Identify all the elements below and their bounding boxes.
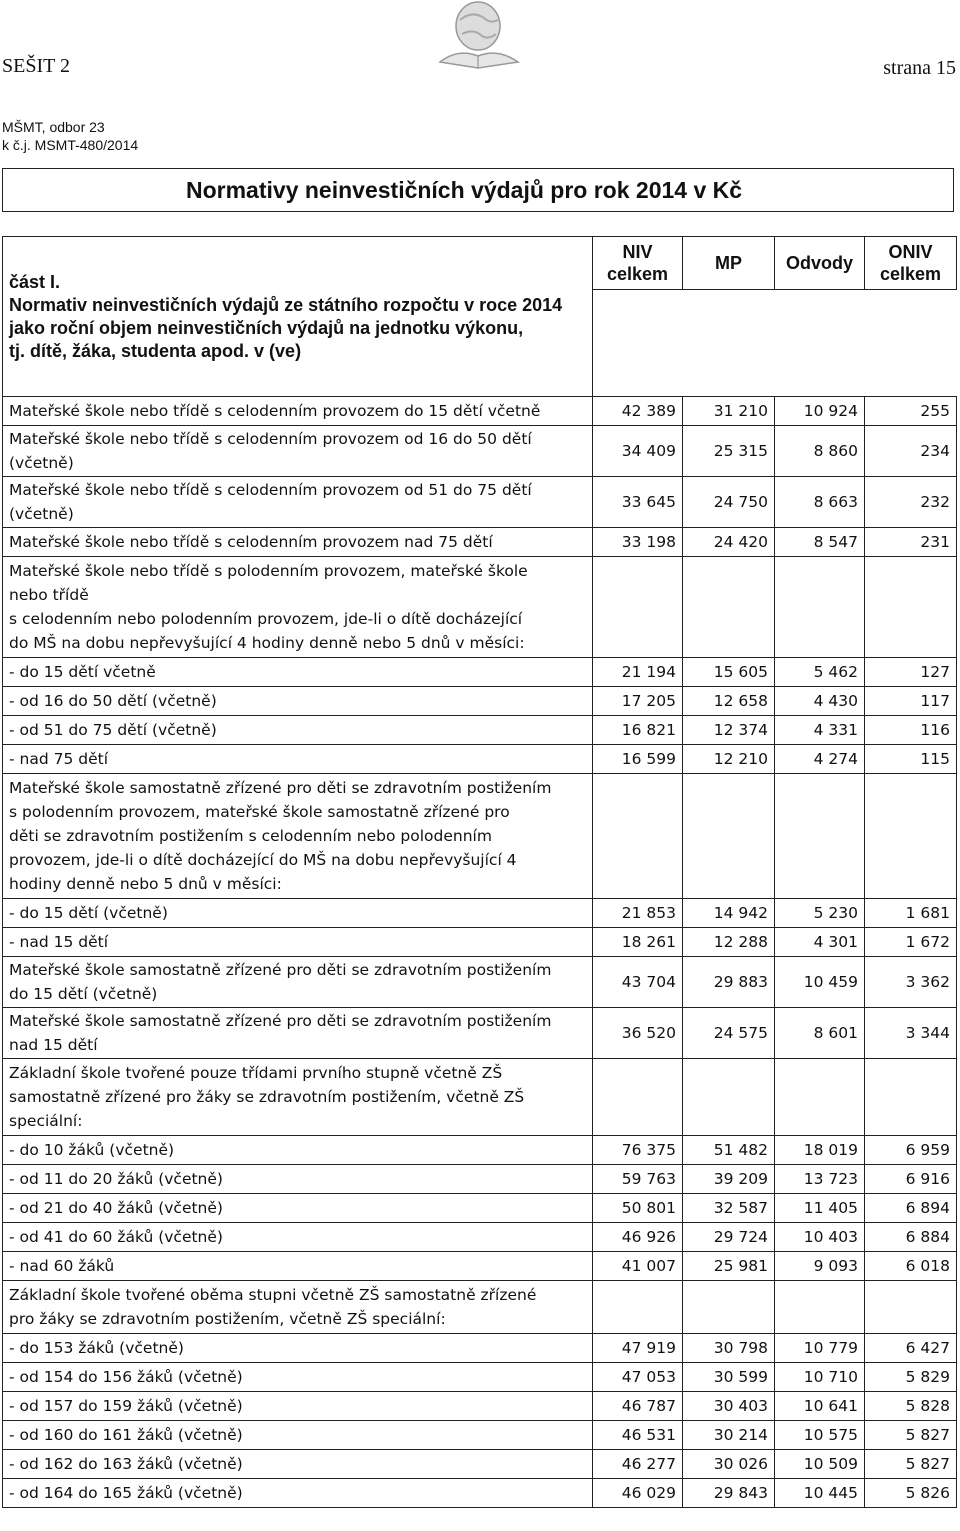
table-row xyxy=(3,1223,957,1252)
part-line-1: Normativ neinvestičních výdajů ze státního rozpočtu v roce 2014 xyxy=(9,294,563,315)
niv-value: 59 763 xyxy=(593,1165,683,1194)
oniv-value: 5 826 xyxy=(865,1479,957,1508)
oniv-value: 5 827 xyxy=(865,1421,957,1450)
row-label: - od 162 do 163 žáků (včetně) xyxy=(3,1450,593,1479)
oniv-value: 6 018 xyxy=(865,1252,957,1281)
odvody-value: 10 710 xyxy=(775,1363,865,1392)
table-row xyxy=(3,1450,957,1479)
mp-value: 30 403 xyxy=(683,1392,775,1421)
row-label: Mateřské škole nebo třídě s celodenním provozem od 16 do 50 dětí (včetně) xyxy=(3,426,593,477)
niv-value: 42 389 xyxy=(593,397,683,426)
document-title: Normativy neinvestičních výdajů pro rok 2014 v Kč xyxy=(2,168,954,212)
table-row xyxy=(3,658,957,687)
mp-value: 24 575 xyxy=(683,1008,775,1059)
niv-value: 33 198 xyxy=(593,528,683,557)
row-label: - do 15 dětí (včetně) xyxy=(3,899,593,928)
mp-value xyxy=(683,1281,775,1334)
row-label: Základní škole tvořené oběma stupni včetně ZŠ samostatně zřízené pro žáky se zdravotním postižením, včetně ZŠ speciální: xyxy=(3,1281,593,1334)
oniv-value xyxy=(865,774,957,899)
col-header-oniv xyxy=(865,237,957,290)
oniv-value: 232 xyxy=(865,477,957,528)
mp-value: 30 798 xyxy=(683,1334,775,1363)
odvody-value: 13 723 xyxy=(775,1165,865,1194)
mp-value: 30 026 xyxy=(683,1450,775,1479)
mp-value: 30 599 xyxy=(683,1363,775,1392)
mp-value: 25 315 xyxy=(683,426,775,477)
mp-value: 30 214 xyxy=(683,1421,775,1450)
row-label: - nad 75 dětí xyxy=(3,745,593,774)
niv-value xyxy=(593,774,683,899)
table-row xyxy=(3,557,957,658)
odvody-value: 10 575 xyxy=(775,1421,865,1450)
oniv-value xyxy=(865,1281,957,1334)
row-label: - od 157 do 159 žáků (včetně) xyxy=(3,1392,593,1421)
niv-value: 16 599 xyxy=(593,745,683,774)
row-label: Mateřské škole samostatně zřízené pro děti se zdravotním postižením s polodenním provozem, mateřské škole samostatně zřízené pro děti se zdravotním postižením s celodenním nebo polodenním provozem, jde-li o dítě docházející do MŠ na dobu nepřevyšující 4 hodiny denně nebo 5 dnů v měsíci: xyxy=(3,774,593,899)
mp-value: 39 209 xyxy=(683,1165,775,1194)
odvody-value xyxy=(775,1059,865,1136)
oniv-value: 115 xyxy=(865,745,957,774)
row-label: - nad 15 dětí xyxy=(3,928,593,957)
row-label: Mateřské škole samostatně zřízené pro děti se zdravotním postižením nad 15 dětí xyxy=(3,1008,593,1059)
table-row xyxy=(3,1252,957,1281)
oniv-value: 1 672 xyxy=(865,928,957,957)
row-label: - od 154 do 156 žáků (včetně) xyxy=(3,1363,593,1392)
table-row xyxy=(3,957,957,1008)
col-header-oniv-line-1: ONIV xyxy=(888,242,933,262)
niv-value: 47 919 xyxy=(593,1334,683,1363)
table-row xyxy=(3,1059,957,1136)
header-spacer-cell xyxy=(593,290,957,397)
workbook-label: SEŠIT 2 xyxy=(2,55,70,77)
table-row xyxy=(3,1363,957,1392)
oniv-value: 3 362 xyxy=(865,957,957,1008)
oniv-value: 3 344 xyxy=(865,1008,957,1059)
oniv-value: 116 xyxy=(865,716,957,745)
mp-value: 25 981 xyxy=(683,1252,775,1281)
col-header-mp: MP xyxy=(683,237,775,290)
part-heading-cell xyxy=(3,237,593,397)
odvody-value: 10 779 xyxy=(775,1334,865,1363)
oniv-value: 6 959 xyxy=(865,1136,957,1165)
niv-value: 50 801 xyxy=(593,1194,683,1223)
odvody-value: 9 093 xyxy=(775,1252,865,1281)
table-row xyxy=(3,774,957,899)
mp-value: 24 750 xyxy=(683,477,775,528)
table-row xyxy=(3,928,957,957)
odvody-value: 8 663 xyxy=(775,477,865,528)
table-row xyxy=(3,397,957,426)
page-number: strana 15 xyxy=(883,57,956,79)
odvody-value: 5 230 xyxy=(775,899,865,928)
row-label: - nad 60 žáků xyxy=(3,1252,593,1281)
oniv-value: 5 828 xyxy=(865,1392,957,1421)
table-row xyxy=(3,745,957,774)
mp-value: 32 587 xyxy=(683,1194,775,1223)
odvody-value: 8 547 xyxy=(775,528,865,557)
odvody-value: 10 924 xyxy=(775,397,865,426)
odvody-value: 5 462 xyxy=(775,658,865,687)
niv-value: 46 531 xyxy=(593,1421,683,1450)
oniv-value: 5 829 xyxy=(865,1363,957,1392)
mp-value xyxy=(683,1059,775,1136)
normative-table xyxy=(2,236,957,1508)
niv-value: 46 787 xyxy=(593,1392,683,1421)
table-row xyxy=(3,1281,957,1334)
niv-value: 76 375 xyxy=(593,1136,683,1165)
row-label: Mateřské škole nebo třídě s celodenním provozem do 15 dětí včetně xyxy=(3,397,593,426)
oniv-value: 117 xyxy=(865,687,957,716)
oniv-value: 5 827 xyxy=(865,1450,957,1479)
part-line-2: jako roční objem neinvestičních výdajů na jednotku výkonu, xyxy=(9,317,524,338)
table-row xyxy=(3,687,957,716)
niv-value: 36 520 xyxy=(593,1008,683,1059)
row-label: - od 11 do 20 žáků (včetně) xyxy=(3,1165,593,1194)
mp-value: 29 883 xyxy=(683,957,775,1008)
row-label: - od 41 do 60 žáků (včetně) xyxy=(3,1223,593,1252)
niv-value: 33 645 xyxy=(593,477,683,528)
row-label: - do 10 žáků (včetně) xyxy=(3,1136,593,1165)
table-row xyxy=(3,1479,957,1508)
oniv-value xyxy=(865,1059,957,1136)
ref-line-2: k č.j. MSMT-480/2014 xyxy=(2,137,139,153)
table-row xyxy=(3,1194,957,1223)
mp-value: 15 605 xyxy=(683,658,775,687)
row-label: Základní škole tvořené pouze třídami prvního stupně včetně ZŠ samostatně zřízené pro žáky se zdravotním postižením, včetně ZŠ speciální: xyxy=(3,1059,593,1136)
row-label: - od 16 do 50 dětí (včetně) xyxy=(3,687,593,716)
row-label: - od 51 do 75 dětí (včetně) xyxy=(3,716,593,745)
table-row xyxy=(3,1165,957,1194)
col-header-niv-line-2: celkem xyxy=(606,264,669,284)
document-reference xyxy=(2,118,138,154)
niv-value: 46 277 xyxy=(593,1450,683,1479)
niv-value: 41 007 xyxy=(593,1252,683,1281)
oniv-value: 255 xyxy=(865,397,957,426)
oniv-value: 6 884 xyxy=(865,1223,957,1252)
mp-value: 12 288 xyxy=(683,928,775,957)
row-label: - od 164 do 165 žáků (včetně) xyxy=(3,1479,593,1508)
niv-value: 21 194 xyxy=(593,658,683,687)
odvody-value: 4 430 xyxy=(775,687,865,716)
mp-value xyxy=(683,557,775,658)
niv-value: 46 926 xyxy=(593,1223,683,1252)
mp-value: 14 942 xyxy=(683,899,775,928)
oniv-value: 231 xyxy=(865,528,957,557)
mp-value xyxy=(683,774,775,899)
niv-value xyxy=(593,557,683,658)
row-label: Mateřské škole nebo třídě s polodenním provozem, mateřské škole nebo třídě s celodenním nebo polodenním provozem, jde-li o dítě docházející do MŠ na dobu nepřevyšující 4 hodiny denně nebo 5 dnů v měsíci: xyxy=(3,557,593,658)
odvody-value: 4 274 xyxy=(775,745,865,774)
row-label: - od 160 do 161 žáků (včetně) xyxy=(3,1421,593,1450)
oniv-value: 127 xyxy=(865,658,957,687)
row-label: - do 153 žáků (včetně) xyxy=(3,1334,593,1363)
odvody-value: 18 019 xyxy=(775,1136,865,1165)
row-label: Mateřské škole nebo třídě s celodenním provozem od 51 do 75 dětí (včetně) xyxy=(3,477,593,528)
odvody-value: 10 403 xyxy=(775,1223,865,1252)
oniv-value: 6 894 xyxy=(865,1194,957,1223)
part-line-3: tj. dítě, žáka, studenta apod. v (ve) xyxy=(9,340,302,361)
niv-value xyxy=(593,1059,683,1136)
oniv-value: 1 681 xyxy=(865,899,957,928)
table-row xyxy=(3,1392,957,1421)
odvody-value: 4 331 xyxy=(775,716,865,745)
niv-value: 17 205 xyxy=(593,687,683,716)
table-row xyxy=(3,528,957,557)
odvody-value: 8 601 xyxy=(775,1008,865,1059)
row-label: - od 21 do 40 žáků (včetně) xyxy=(3,1194,593,1223)
mp-value: 24 420 xyxy=(683,528,775,557)
table-row xyxy=(3,716,957,745)
odvody-value: 4 301 xyxy=(775,928,865,957)
odvody-value: 10 459 xyxy=(775,957,865,1008)
col-header-odvody: Odvody xyxy=(775,237,865,290)
table-row xyxy=(3,1334,957,1363)
mp-value: 12 210 xyxy=(683,745,775,774)
niv-value: 47 053 xyxy=(593,1363,683,1392)
table-row xyxy=(3,426,957,477)
row-label: - do 15 dětí včetně xyxy=(3,658,593,687)
oniv-value: 6 916 xyxy=(865,1165,957,1194)
table-row xyxy=(3,1136,957,1165)
table-row xyxy=(3,899,957,928)
oniv-value xyxy=(865,557,957,658)
mp-value: 29 843 xyxy=(683,1479,775,1508)
part-number: část I. xyxy=(9,271,61,292)
ref-line-1: MŠMT, odbor 23 xyxy=(2,119,105,135)
odvody-value xyxy=(775,557,865,658)
table-row xyxy=(3,1421,957,1450)
col-header-oniv-line-2: celkem xyxy=(879,264,942,284)
table-row xyxy=(3,1008,957,1059)
niv-value: 34 409 xyxy=(593,426,683,477)
odvody-value: 10 509 xyxy=(775,1450,865,1479)
oniv-value: 234 xyxy=(865,426,957,477)
odvody-value: 10 641 xyxy=(775,1392,865,1421)
niv-value: 21 853 xyxy=(593,899,683,928)
col-header-niv-line-1: NIV xyxy=(622,242,653,262)
odvody-value xyxy=(775,1281,865,1334)
niv-value: 46 029 xyxy=(593,1479,683,1508)
odvody-value xyxy=(775,774,865,899)
row-label: Mateřské škole nebo třídě s celodenním provozem nad 75 dětí xyxy=(3,528,593,557)
odvody-value: 8 860 xyxy=(775,426,865,477)
mp-value: 31 210 xyxy=(683,397,775,426)
mp-value: 12 374 xyxy=(683,716,775,745)
col-header-niv xyxy=(593,237,683,290)
globe-book-logo-icon xyxy=(432,0,524,72)
mp-value: 12 658 xyxy=(683,687,775,716)
table-row xyxy=(3,477,957,528)
niv-value: 16 821 xyxy=(593,716,683,745)
niv-value: 43 704 xyxy=(593,957,683,1008)
odvody-value: 11 405 xyxy=(775,1194,865,1223)
odvody-value: 10 445 xyxy=(775,1479,865,1508)
row-label: Mateřské škole samostatně zřízené pro děti se zdravotním postižením do 15 dětí (včetně) xyxy=(3,957,593,1008)
niv-value: 18 261 xyxy=(593,928,683,957)
mp-value: 29 724 xyxy=(683,1223,775,1252)
header-row xyxy=(3,237,957,290)
niv-value xyxy=(593,1281,683,1334)
mp-value: 51 482 xyxy=(683,1136,775,1165)
oniv-value: 6 427 xyxy=(865,1334,957,1363)
